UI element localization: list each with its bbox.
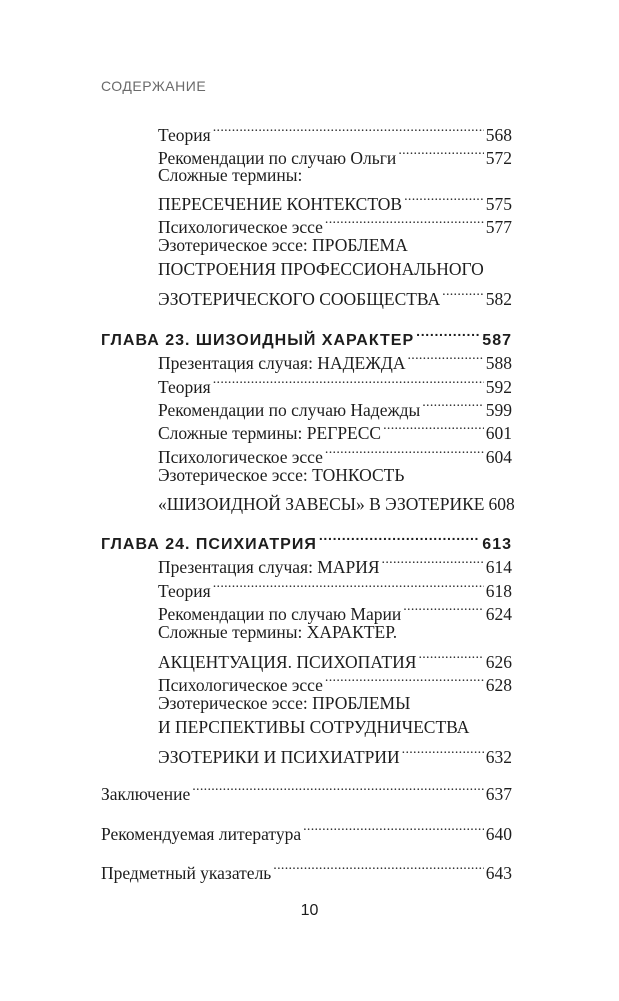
toc-section-page: 643 xyxy=(485,863,512,883)
toc-entry xyxy=(158,187,512,214)
toc-entry-title: Теория xyxy=(158,125,211,145)
toc-entry xyxy=(158,668,512,695)
toc-entry-title: Эзотерическое эссе: ПРОБЛЕМЫ xyxy=(158,693,411,713)
toc-entry-page: 601 xyxy=(485,423,512,443)
toc-entry xyxy=(158,234,512,257)
toc-section-title: Рекомендуемая литература xyxy=(101,824,302,844)
toc-entry-page: 632 xyxy=(485,747,512,767)
toc-leader xyxy=(303,817,484,840)
toc-leader xyxy=(402,740,484,763)
toc-leader xyxy=(325,440,484,463)
running-head: СОДЕРЖАНИЕ xyxy=(101,78,207,94)
toc-entry xyxy=(158,164,512,187)
toc-entry-page: 604 xyxy=(485,447,512,467)
toc-entry-title: Презентация случая: НАДЕЖДА xyxy=(158,353,406,373)
toc-leader xyxy=(382,550,484,573)
toc-entry-title: Рекомендации по случаю Ольги xyxy=(158,148,397,168)
toc-leader xyxy=(273,856,483,879)
toc-entry-page: 588 xyxy=(485,353,512,373)
toc-entry-page: 575 xyxy=(485,194,512,214)
toc-leader xyxy=(213,118,484,141)
toc-entry-title: АКЦЕНТУАЦИЯ. ПСИХОПАТИЯ xyxy=(158,652,417,672)
toc-entry-title: ЭЗОТЕРИЧЕСКОГО СООБЩЕСТВА xyxy=(158,289,441,309)
toc-entry-page: 599 xyxy=(485,400,512,420)
toc-entry-title: Теория xyxy=(158,581,211,601)
toc-chapter-page: 613 xyxy=(482,536,512,553)
toc-entry xyxy=(158,621,512,644)
toc-entry xyxy=(158,464,512,487)
toc-entry-title: Теория xyxy=(158,377,211,397)
toc-entry xyxy=(158,282,512,309)
toc-entry-page: 614 xyxy=(485,557,512,577)
toc-entry-title: Психологическое эссе xyxy=(158,675,323,695)
toc-entry-title: Психологическое эссе xyxy=(158,217,323,237)
toc-entry xyxy=(158,574,512,601)
toc-leader xyxy=(407,346,483,369)
toc-entry-title: Психологическое эссе xyxy=(158,447,323,467)
toc-entry-page: 582 xyxy=(485,289,512,309)
toc-entry xyxy=(158,393,512,420)
toc-chapter-title: ГЛАВА 24. ПСИХИАТРИЯ xyxy=(101,536,317,553)
toc-leader xyxy=(325,668,484,691)
toc-entry-title: «ШИЗОИДНОЙ ЗАВЕСЫ» В ЭЗОТЕРИКЕ xyxy=(158,494,485,514)
toc-entry-title: Сложные термины: ХАРАКТЕР. xyxy=(158,622,398,642)
toc-entry-title: Рекомендации по случаю Марии xyxy=(158,604,402,624)
toc-entry xyxy=(158,141,512,168)
toc-entry xyxy=(158,346,512,373)
toc-entry-title: Эзотерическое эссе: ПРОБЛЕМА xyxy=(158,235,408,255)
toc-entry xyxy=(158,118,512,145)
toc-entry-title: Сложные термины: xyxy=(158,165,303,185)
toc-entry-page: 568 xyxy=(485,125,512,145)
toc-leader xyxy=(418,645,483,668)
toc-leader xyxy=(442,282,484,305)
toc-leader xyxy=(319,526,480,549)
toc-entry-title: ПОСТРОЕНИЯ ПРОФЕССИОНАЛЬНОГО xyxy=(158,259,484,279)
toc-leader xyxy=(213,574,484,597)
toc-chapter xyxy=(101,322,512,349)
toc-leader xyxy=(422,393,484,416)
toc-entry xyxy=(158,487,515,514)
toc-entry xyxy=(158,716,512,739)
toc-leader xyxy=(213,370,484,393)
toc-chapter xyxy=(101,526,512,553)
toc-leader xyxy=(398,141,483,164)
toc-entry-page: 618 xyxy=(485,581,512,601)
page-number: 10 xyxy=(300,902,319,919)
toc-leader xyxy=(192,777,484,800)
toc-entry xyxy=(158,597,512,624)
toc-entry xyxy=(158,210,512,237)
toc-section xyxy=(101,856,512,883)
toc-entry-title: ЭЗОТЕРИКИ И ПСИХИАТРИИ xyxy=(158,747,400,767)
toc-entry-page: 592 xyxy=(485,377,512,397)
toc-section-page: 640 xyxy=(485,824,512,844)
toc-section xyxy=(101,817,512,844)
toc-entry xyxy=(158,550,512,577)
toc-entry xyxy=(158,692,512,715)
toc-entry-page: 628 xyxy=(485,675,512,695)
toc-chapter-page: 587 xyxy=(482,332,512,349)
toc-section xyxy=(101,777,512,804)
toc-leader xyxy=(403,597,484,620)
toc-entry-title: ПЕРЕСЕЧЕНИЕ КОНТЕКСТОВ xyxy=(158,194,403,214)
toc-leader xyxy=(383,416,484,439)
toc-entry xyxy=(158,370,512,397)
toc-section-title: Заключение xyxy=(101,784,191,804)
toc-entry-page: 626 xyxy=(485,652,512,672)
toc-section-page: 637 xyxy=(485,784,512,804)
toc-entry xyxy=(158,416,512,443)
toc-entry xyxy=(158,645,512,672)
toc-entry xyxy=(158,740,512,767)
toc-section-title: Предметный указатель xyxy=(101,863,272,883)
toc-entry xyxy=(158,440,512,467)
toc-entry-page: 608 xyxy=(488,494,515,514)
toc-entry-title: Рекомендации по случаю Надежды xyxy=(158,400,421,420)
toc-entry-title: И ПЕРСПЕКТИВЫ СОТРУДНИЧЕСТВА xyxy=(158,717,470,737)
toc-entry-page: 624 xyxy=(485,604,512,624)
toc-leader xyxy=(416,322,480,345)
toc-entry-page: 572 xyxy=(485,148,512,168)
toc-entry-title: Презентация случая: МАРИЯ xyxy=(158,557,380,577)
toc-leader xyxy=(404,187,484,210)
toc-chapter-title: ГЛАВА 23. ШИЗОИДНЫЙ ХАРАКТЕР xyxy=(101,332,415,349)
toc-entry-title: Эзотерическое эссе: ТОНКОСТЬ xyxy=(158,465,405,485)
toc-leader xyxy=(325,210,484,233)
toc-entry xyxy=(158,258,512,281)
toc-entry-page: 577 xyxy=(485,217,512,237)
toc-entry-title: Сложные термины: РЕГРЕСС xyxy=(158,423,382,443)
